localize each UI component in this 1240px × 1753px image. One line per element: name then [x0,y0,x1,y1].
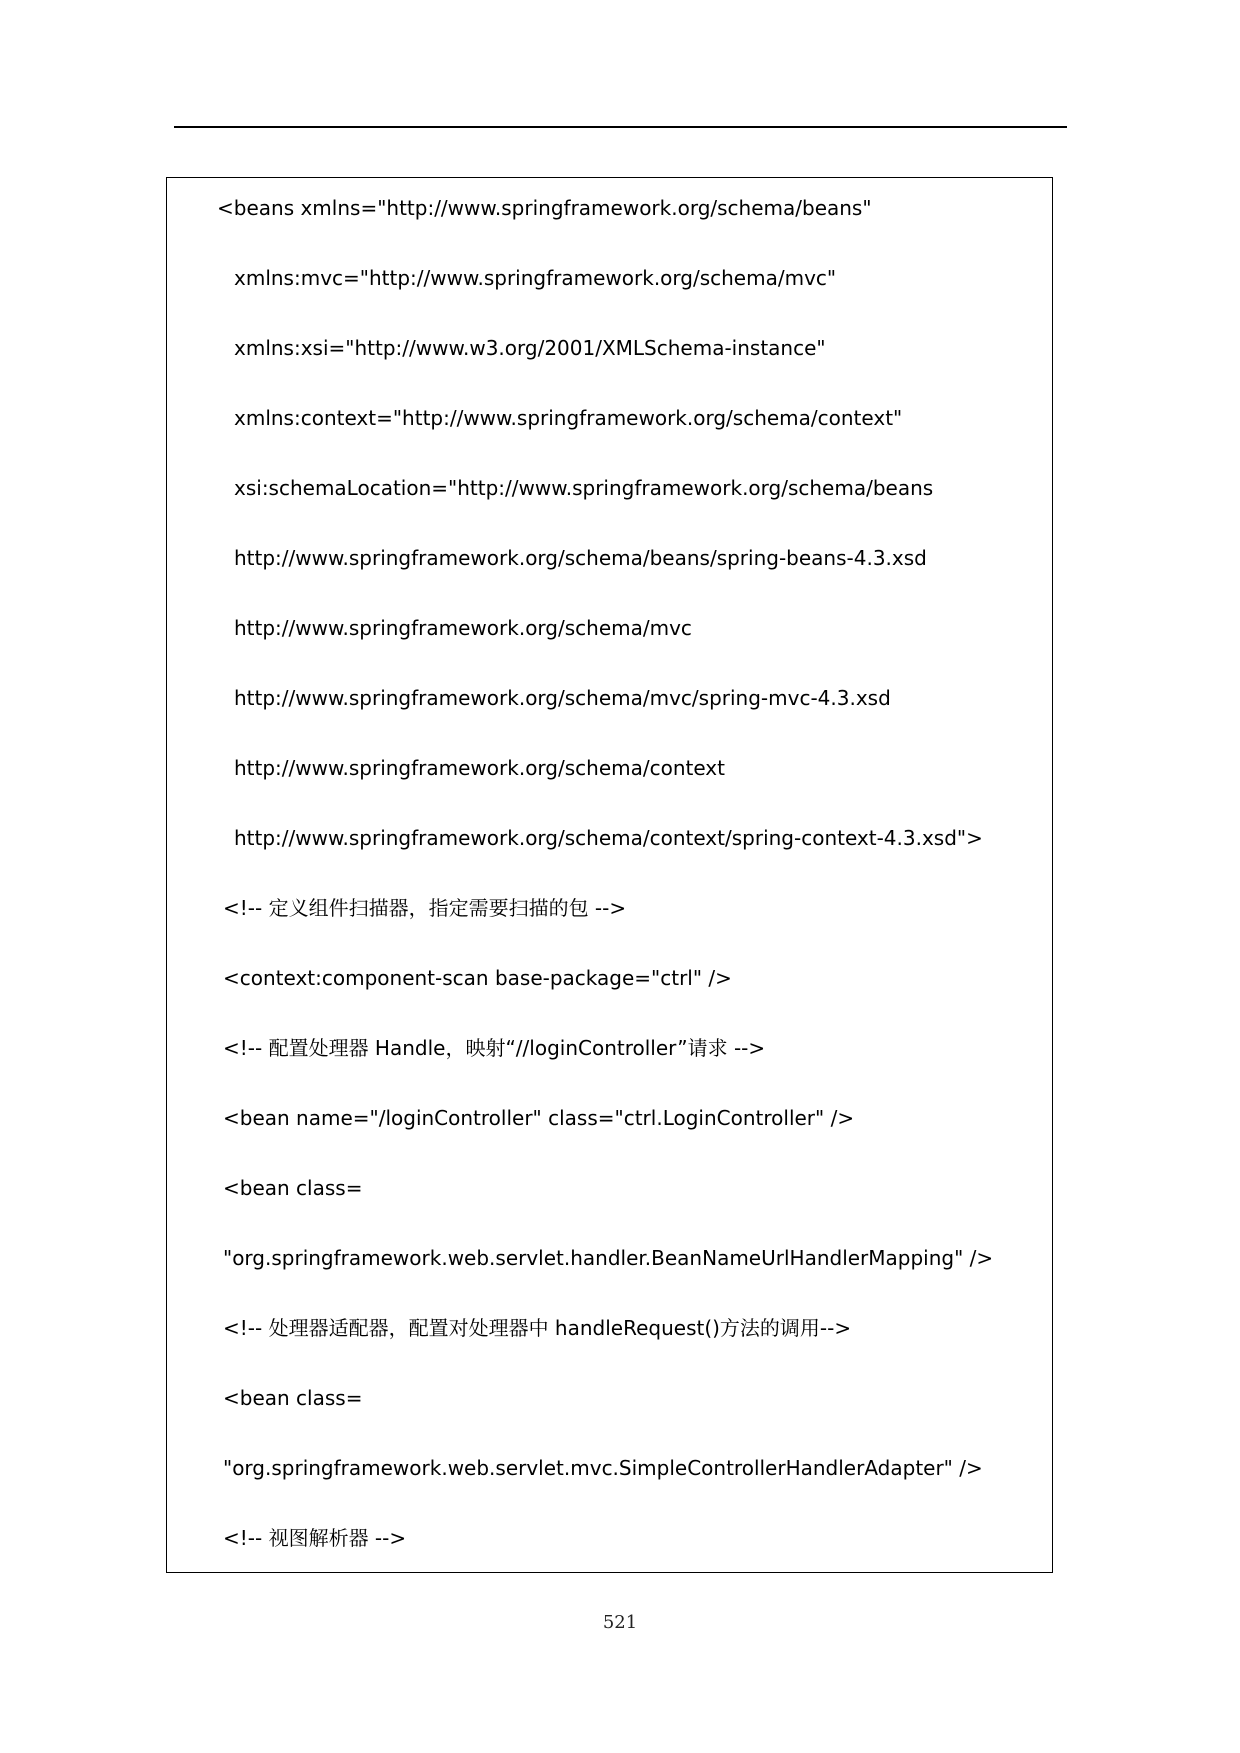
code-line: xmlns:xsi="http://www.w3.org/2001/XMLSchema-instance" [234,336,826,360]
code-line: xsi:schemaLocation="http://www.springframework.org/schema/beans [234,476,934,500]
code-comment: <!-- 视图解析器 --> [223,1526,407,1550]
page-number: 521 [602,1612,638,1633]
code-comment: <!-- 处理器适配器，配置对处理器中 handleRequest()方法的调用--> [223,1316,852,1340]
code-line: http://www.springframework.org/schema/mvc [234,616,692,640]
code-line: http://www.springframework.org/schema/context/spring-context-4.3.xsd"> [234,826,983,850]
code-line: xmlns:mvc="http://www.springframework.org/schema/mvc" [234,266,837,290]
code-line: <bean name="/loginController" class="ctrl.LoginController" /> [223,1106,855,1130]
code-line: "org.springframework.web.servlet.mvc.SimpleControllerHandlerAdapter" /> [223,1456,983,1480]
code-line: <context:component-scan base-package="ctrl" /> [223,966,732,990]
code-line: <bean class= [223,1386,363,1410]
code-line: <beans xmlns="http://www.springframework.org/schema/beans" [217,196,872,220]
code-line: <bean class= [223,1176,363,1200]
header-rule [174,126,1067,128]
code-line: http://www.springframework.org/schema/context [234,756,725,780]
code-comment: <!-- 定义组件扫描器，指定需要扫描的包 --> [223,896,627,920]
code-comment: <!-- 配置处理器 Handle，映射“//loginController”请求 --> [223,1036,766,1060]
code-line: http://www.springframework.org/schema/beans/spring-beans-4.3.xsd [234,546,927,570]
code-line: http://www.springframework.org/schema/mvc/spring-mvc-4.3.xsd [234,686,891,710]
code-line: xmlns:context="http://www.springframework.org/schema/context" [234,406,903,430]
code-listing-box [166,177,1053,1573]
code-line: "org.springframework.web.servlet.handler.BeanNameUrlHandlerMapping" /> [223,1246,994,1270]
